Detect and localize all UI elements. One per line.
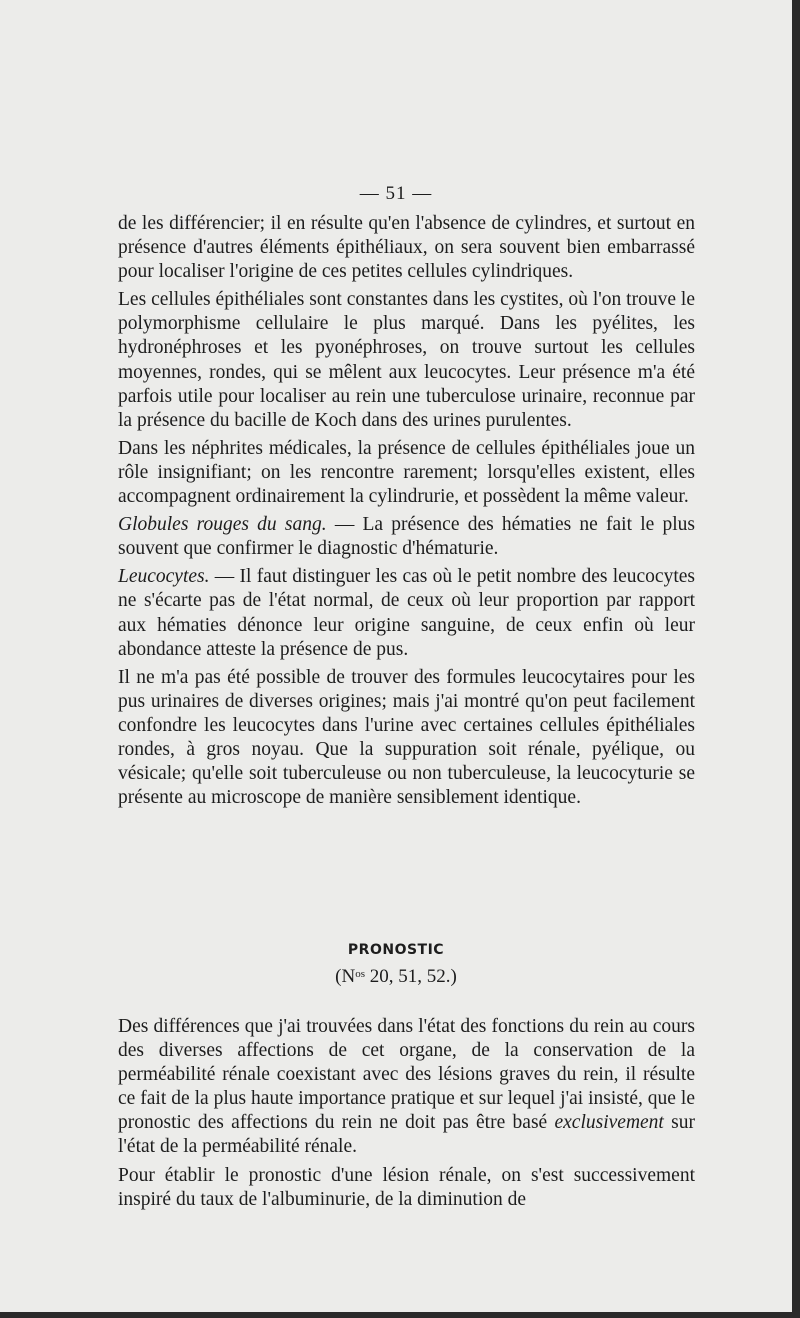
paragraph [118,565,695,661]
paragraph-lead: Globules rouges du sang. [118,514,327,536]
paragraph [118,666,695,811]
paragraph-lead: Leucocytes. [118,566,210,588]
paragraph-text: sur l'état de la perméabilité rénale. [118,1112,695,1158]
page-number: — 51 — [359,183,433,204]
paragraph-text: Il ne m'a pas été possible de trouver des formules leucocytaires pour les pus urinaires de diverses origines; mais j'ai montré qu'on peut facilement confondre les leucocytes dans l'urine avec certaines cellules épithéliales rondes, à gros noyau. Que la suppuration soit rénale, pyélique, ou vésicale; qu'elle soit tuberculeuse ou non tuberculeuse, la leucocyturie se présente au microscope de manière sensiblement identique. [118,666,695,809]
paragraph-text: — La présence des hématies ne fait le plus souvent que confirmer le diagnostic d'hématurie. [118,514,695,560]
paragraph [118,288,695,433]
body-text-bottom [118,1015,695,1216]
paragraph [118,1015,695,1160]
section-title: PRONOSTIC [347,942,445,958]
section-ref-sup: os [355,968,365,980]
paragraph [118,1164,695,1212]
section-ref-suffix: 20, 51, 52.) [365,966,457,987]
paragraph-text: Dans les néphrites médicales, la présence de cellules épithéliales joue un rôle insignifiant; on les rencontre rarement; lorsqu'elles existent, elles accompagnent ordinairement la cylindrurie, et possèdent la même valeur. [118,437,695,508]
paragraph [118,513,695,561]
paragraph-text: Les cellules épithéliales sont constantes dans les cystites, où l'on trouve le polymorphisme cellulaire le plus marqué. Dans les pyélites, les hydronéphroses et les pyonéphroses, on trouve surtout les cellules moyennes, rondes, qui se mêlent aux leucocytes. Leur présence m'a été parfois utile pour localiser au rein une tuberculose urinaire, reconnue par la présence du bacille de Koch dans des urines purulentes. [118,289,695,431]
paragraph-text: Des différences que j'ai trouvées dans l'état des fonctions du rein au cours des diverses affections de cet organe, de la conservation de la perméabilité rénale coexistant avec des lésions graves du rein, il résulte ce fait de la plus haute importance pratique et sur lequel j'ai insisté, que le pronostic des affections du rein ne doit pas être basé [118,1016,695,1134]
section-ref-prefix: (N [335,966,356,987]
paragraph-text: de les différencier; il en résulte qu'en l'absence de cylindres, et surtout en présence d'autres éléments épithéliaux, on sera souvent bien embarrassé pour localiser l'origine de ces petites cellules cylindriques. [118,213,695,283]
emphasis-text: exclusivement [554,1112,664,1134]
paragraph [118,212,695,284]
paragraph [118,437,695,509]
paragraph-text: Pour établir le pronostic d'une lésion rénale, on s'est successivement inspiré du taux de l'albuminurie, de la diminution de [118,1164,695,1210]
section-reference [0,966,792,988]
paragraph-text: — Il faut distinguer les cas où le petit nombre des leucocytes ne s'écarte pas de l'état normal, de ceux où leur proportion par rapport aux hématies dénonce leur origine sanguine, de ceux enfin où leur abondance atteste la présence de pus. [118,566,695,660]
body-text-top [118,212,695,814]
